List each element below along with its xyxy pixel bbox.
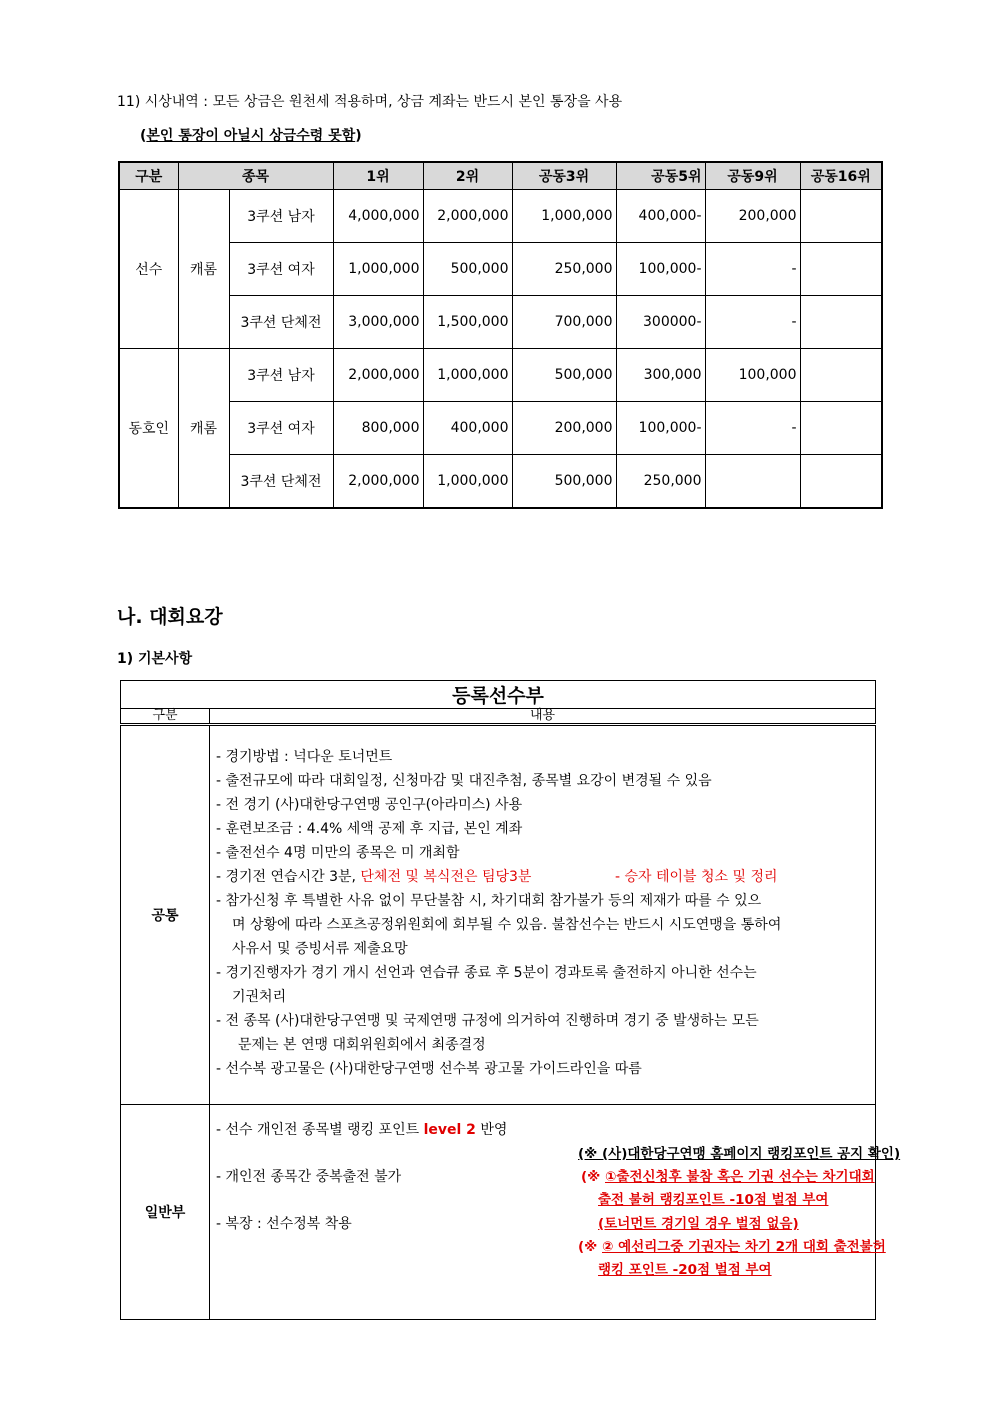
ranking-line [216, 1121, 507, 1139]
table-row [119, 296, 882, 349]
category-cell: 동호인 [119, 349, 178, 509]
value-cell: 400,000- [616, 190, 705, 243]
table-row [119, 190, 882, 243]
rules-col-category: 구분 [121, 709, 210, 725]
value-cell: 200,000 [705, 190, 800, 243]
rule-line: 문제는 본 연맹 대회위원회에서 최종결정 [238, 1037, 486, 1053]
event-cell: 3쿠션 남자 [229, 349, 333, 402]
rule-line: - 훈련보조금 : 4.4% 세액 공제 후 지급, 본인 계좌 [216, 821, 523, 837]
sub-category-cell: 캐롬 [178, 190, 229, 349]
rule-line: - 출전선수 4명 미만의 종목은 미 개최함 [216, 845, 460, 861]
value-cell: 300,000 [616, 349, 705, 402]
practice-team-time: 단체전 및 복식전은 팀당3분 [360, 869, 532, 885]
header-16th: 공동16위 [800, 162, 882, 190]
value-cell: 1,000,000 [512, 190, 616, 243]
prize-note-text: 본인 통장이 아닐시 상금수령 못함 [146, 128, 356, 144]
penalty1-text1: ①출전신청후 불참 혹은 기권 선수는 차기대회 [605, 1169, 875, 1185]
rules-general-content [210, 1105, 901, 1320]
rules-common-label: 공통 [121, 725, 210, 1105]
value-cell: 100,000- [616, 402, 705, 455]
rules-general-label: 일반부 [121, 1105, 210, 1320]
value-cell [800, 402, 882, 455]
value-cell: 800,000 [333, 402, 423, 455]
ranking-suffix: 반영 [475, 1122, 508, 1138]
header-5th: 공동5위 [616, 162, 705, 190]
header-9th: 공동9위 [705, 162, 800, 190]
value-cell: 500,000 [512, 455, 616, 509]
prize-table [118, 161, 883, 509]
table-row [119, 455, 882, 509]
rule-line: 사유서 및 증빙서류 제출요망 [232, 941, 408, 957]
rules-table-title: 등록선수부 [121, 681, 876, 709]
value-cell [705, 455, 800, 509]
event-cell: 3쿠션 단체전 [229, 296, 333, 349]
value-cell: 400,000 [423, 402, 512, 455]
ranking-notice: (※ (사)대한당구연맹 홈페이지 랭킹포인트 공지 확인) [578, 1146, 901, 1162]
value-cell: - [705, 243, 800, 296]
value-cell [800, 190, 882, 243]
rules-table [120, 680, 901, 1320]
practice-table-cleaning: - 승자 테이블 청소 및 정리 [615, 869, 778, 885]
value-cell: 300000- [616, 296, 705, 349]
value-cell: 200,000 [512, 402, 616, 455]
value-cell: 4,000,000 [333, 190, 423, 243]
value-cell: 1,000,000 [333, 243, 423, 296]
value-cell: 2,000,000 [333, 349, 423, 402]
category-cell: 선수 [119, 190, 178, 349]
section-subtitle: 1) 기본사항 [117, 651, 193, 667]
header-category: 구분 [119, 162, 178, 190]
value-cell: 1,000,000 [423, 455, 512, 509]
rule-line: - 참가신청 후 특별한 사유 없이 무단불참 시, 차기대회 참가불가 등의 제재가 따를 수 있으 [216, 893, 762, 909]
value-cell: 700,000 [512, 296, 616, 349]
penalty2-line1 [578, 1238, 886, 1256]
rule-line: - 전 경기 (사)대한당구연맹 공인구(아라미스) 사용 [216, 797, 523, 813]
table-row [119, 243, 882, 296]
header-3rd: 공동3위 [512, 162, 616, 190]
penalty1-line1 [581, 1168, 875, 1186]
rule-line: - 경기진행자가 경기 개시 선언과 연습큐 종료 후 5분이 경과토록 출전하지 아니한 선수는 [216, 965, 757, 981]
header-1st: 1위 [333, 162, 423, 190]
prize-heading: 11) 시상내역 : 모든 상금은 원천세 적용하며, 상금 계좌는 반드시 본인 통장을 사용 [117, 94, 623, 110]
value-cell: 500,000 [512, 349, 616, 402]
prize-note-close: ) [355, 128, 362, 144]
penalty1-prefix: (※ [581, 1169, 605, 1185]
ranking-prefix: - 선수 개인전 종목별 랭킹 포인트 [216, 1122, 424, 1138]
value-cell [800, 296, 882, 349]
rule-line: 기권처리 [232, 989, 287, 1005]
value-cell: 250,000 [512, 243, 616, 296]
rule-line: - 전 종목 (사)대한당구연맹 및 국제연맹 규정에 의거하여 진행하며 경기 중 발생하는 모든 [216, 1013, 759, 1029]
rules-common-content [210, 725, 876, 1105]
prize-header-row [119, 162, 882, 190]
penalty1-line2: 출전 불허 랭킹포인트 -10점 벌점 부여 [598, 1192, 829, 1208]
penalty2-prefix: (※ [578, 1239, 602, 1255]
value-cell: 250,000 [616, 455, 705, 509]
value-cell: 3,000,000 [333, 296, 423, 349]
value-cell: 2,000,000 [333, 455, 423, 509]
prize-note [140, 127, 362, 145]
value-cell: - [705, 296, 800, 349]
rule-line: - 선수복 광고물은 (사)대한당구연맹 선수복 광고물 가이드라인을 따름 [216, 1061, 642, 1077]
penalty1-line3: (토너먼트 경기일 경우 벌점 없음) [598, 1216, 799, 1232]
value-cell: 500,000 [423, 243, 512, 296]
sub-category-cell: 캐롬 [178, 349, 229, 509]
value-cell [800, 455, 882, 509]
value-cell [800, 243, 882, 296]
value-cell: 100,000 [705, 349, 800, 402]
event-cell: 3쿠션 여자 [229, 402, 333, 455]
rule-line-practice [216, 868, 531, 886]
rule-line: - 출전규모에 따라 대회일정, 신청마감 및 대진추첨, 종목별 요강이 변경될 수 있음 [216, 773, 712, 789]
practice-prefix: - 경기전 연습시간 3분, [216, 869, 361, 885]
rule-line: - 경기방법 : 넉다운 토너먼트 [216, 749, 393, 765]
rule-line: 며 상황에 따라 스포츠공정위원회에 회부될 수 있음. 불참선수는 반드시 시도연맹을 통하여 [232, 917, 782, 933]
event-cell: 3쿠션 남자 [229, 190, 333, 243]
section-title: 나. 대회요강 [117, 606, 223, 628]
duplicate-entry-rule: - 개인전 종목간 중복출전 불가 [216, 1169, 402, 1185]
rules-col-content: 내용 [210, 709, 876, 725]
attire-rule: - 복장 : 선수정복 착용 [216, 1216, 352, 1232]
value-cell: 100,000- [616, 243, 705, 296]
event-cell: 3쿠션 단체전 [229, 455, 333, 509]
penalty2-line2: 랭킹 포인트 -20점 벌점 부여 [598, 1262, 772, 1278]
value-cell: 2,000,000 [423, 190, 512, 243]
value-cell [800, 349, 882, 402]
header-event: 종목 [178, 162, 333, 190]
value-cell: - [705, 402, 800, 455]
ranking-level: level 2 [423, 1122, 476, 1138]
penalty2-text1: ② 예선리그중 기권자는 차기 2개 대회 출전불허 [602, 1239, 886, 1255]
table-row [119, 402, 882, 455]
value-cell: 1,500,000 [423, 296, 512, 349]
header-2nd: 2위 [423, 162, 512, 190]
prize-note-open: ( [140, 128, 147, 144]
value-cell: 1,000,000 [423, 349, 512, 402]
event-cell: 3쿠션 여자 [229, 243, 333, 296]
table-row [119, 349, 882, 402]
